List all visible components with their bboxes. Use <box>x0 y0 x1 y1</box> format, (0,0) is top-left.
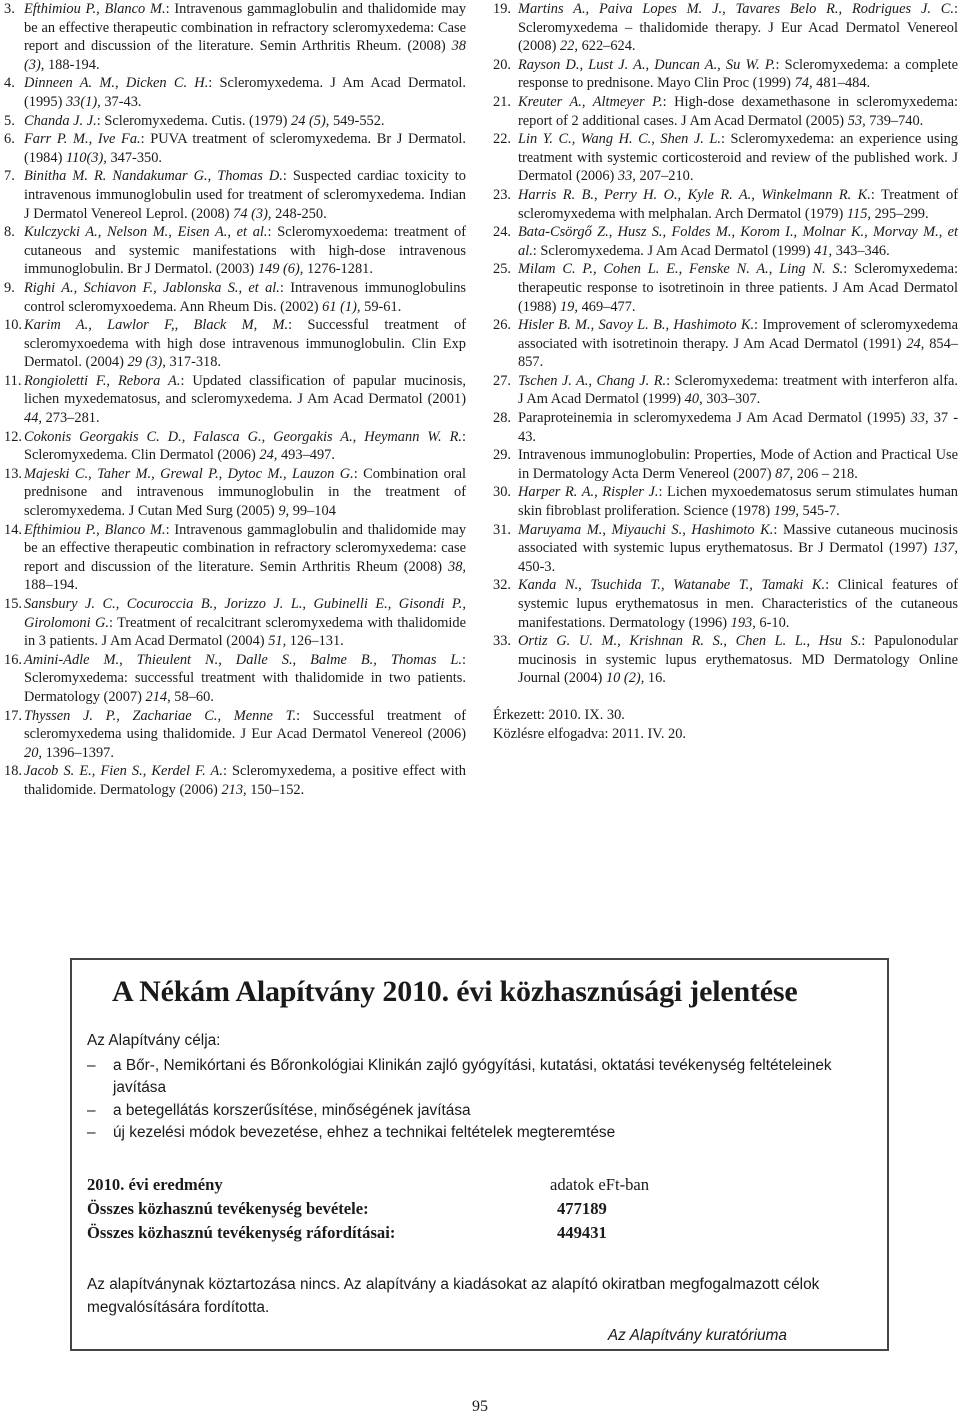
reference-volume: 40, <box>684 391 703 408</box>
reference-pages: 16. <box>644 670 666 687</box>
reference-volume: 33(1), <box>65 93 101 110</box>
reference-pages: 206 – 218. <box>793 465 858 482</box>
reference-number: 17. <box>4 707 22 724</box>
page-number: 95 <box>472 1398 488 1415</box>
reference-authors: Righi A., Schiavon F., Jablonska S., et al. <box>24 279 280 296</box>
reference-item <box>493 130 958 186</box>
reference-number: 29. <box>493 447 511 464</box>
reference-number: 12. <box>4 428 22 445</box>
reference-item <box>493 483 958 520</box>
reference-authors: Efthimiou P., Blanco M. <box>24 521 166 538</box>
reference-authors: Jacob S. E., Fien S., Kerdel F. A. <box>24 763 223 780</box>
reference-item <box>4 112 466 131</box>
foundation-report-box <box>70 958 889 1351</box>
income-label: Összes közhasznú tevékenység bevétele: <box>87 1198 369 1218</box>
reference-text: : Successful treatment of scleromyxedema using thalidomide. J Eur Acad Dermatol Venereol (2006) <box>24 707 466 743</box>
reference-authors: Tschen J. A., Chang J. R. <box>518 372 667 389</box>
reference-authors: Efthimiou P., Blanco M. <box>24 1 166 17</box>
reference-text: : Papulonodular mucinosis in systemic lupus erythematosus. MD Dermatology Online Journal (2004) <box>518 633 959 687</box>
reference-number: 33. <box>493 633 511 650</box>
reference-volume: 20, <box>24 744 42 761</box>
reference-number: 7. <box>4 168 15 185</box>
reference-authors: Martins A., Paiva Lopes M. J., Tavares Belo R., Rodrigues J. C. <box>518 1 954 17</box>
reference-item <box>4 707 466 763</box>
reference-authors: Harris R. B., Perry H. O., Kyle R. A., Winkelmann R. K. <box>518 186 871 203</box>
dash-bullet: – <box>87 1124 96 1141</box>
results-section <box>87 1173 877 1245</box>
report-note: Az alapítványnak köztartozása nincs. Az alapítvány a kiadásokat az alapító okiratban megfogalmazott célok megvalósítására fordította. <box>87 1275 820 1316</box>
reference-authors: Majeski C., Taher M., Grewal P., Dytoc M., Lauzon G. <box>24 465 354 482</box>
results-header-row <box>87 1173 877 1197</box>
reference-volume: 24 (5), <box>291 112 330 129</box>
reference-text: : Scleromyxedema – thalidomide therapy. J Eur Acad Dermatol Venereol (2008) <box>518 1 958 55</box>
reference-pages: 303–307. <box>702 391 761 408</box>
reference-text: : Updated classification of papular mucinosis, lichen myxedematosus, and scleromyxedema. J Am Acad Dermatol (2001) <box>24 372 466 408</box>
reference-number: 15. <box>4 596 22 612</box>
reference-text: : Suspected cardiac toxicity to intravenous immunoglobulin used for treatment of scleromyxedema. Indian J Dermatol Venereol Leprol. (2008) <box>24 168 466 222</box>
reference-item <box>4 316 466 372</box>
reference-item <box>4 762 466 799</box>
reference-volume: 110(3), <box>65 149 107 166</box>
reference-number: 19. <box>493 1 511 17</box>
reference-pages: 549-552. <box>329 112 385 129</box>
reference-volume: 9, <box>278 503 290 520</box>
goal-text: új kezelési módok bevezetése, ehhez a technikai feltételek megteremtése <box>113 1124 616 1141</box>
reference-text: : Clinical features of systemic lupus erythematosus in men. Characteristics of the cutaneous manifestations. Dermatology (1996) <box>518 577 958 631</box>
reference-text: : Scleromyxedema. J Am Acad Dermatol. (1995) <box>24 75 466 110</box>
reference-pages: 469–477. <box>577 298 636 315</box>
references-left-column <box>4 0 466 800</box>
reference-pages: 37-43. <box>100 93 142 110</box>
reference-number: 16. <box>4 651 22 668</box>
reference-item <box>493 446 958 483</box>
reference-text: : Scleromyxedema. Clin Dermatol (2006) <box>24 428 466 464</box>
reference-number: 4. <box>4 75 15 92</box>
reference-volume: 22, <box>559 38 578 55</box>
reference-authors: Dinneen A. M., Dicken C. H. <box>24 75 209 92</box>
reference-authors: Binitha M. R. Nandakumar G., Thomas D. <box>24 168 283 185</box>
reference-pages: 317-318. <box>165 354 222 371</box>
reference-number: 20. <box>493 56 511 73</box>
reference-text: : Combination oral prednisone and intravenous immunoglobulin in the treatment of scleromyxedema. J Cutan Med Surg (2005) <box>24 465 467 520</box>
reference-pages: 207–210. <box>635 168 694 185</box>
goal-text: a betegellátás korszerűsítése, minőségének javítása <box>113 1101 471 1119</box>
reference-item <box>4 167 466 223</box>
reference-text: : PUVA treatment of scleromyxedema. Br J Dermatol. (1984) <box>24 131 466 166</box>
dash-bullet: – <box>87 1101 96 1119</box>
reference-text: : Scleromyxedema, a positive effect with thalidomide. Dermatology (2006) <box>24 763 466 798</box>
reference-number: 18. <box>4 763 22 780</box>
reference-number: 14. <box>4 521 22 538</box>
reference-item <box>4 595 466 651</box>
reference-item <box>4 521 466 595</box>
reference-item <box>4 130 466 167</box>
reference-pages: 1396–1397. <box>42 744 114 761</box>
reference-number: 30. <box>493 484 511 501</box>
reference-number: 13. <box>4 465 22 482</box>
reference-pages: 343–346. <box>832 242 890 259</box>
reference-number: 10. <box>4 317 22 334</box>
reference-pages: 188–194. <box>24 577 78 594</box>
report-signature: Az Alapítvány kuratóriuma <box>607 1326 787 1344</box>
reference-authors: Karim A., Lawlor F,, Black M, M. <box>24 317 289 334</box>
reference-number: 8. <box>4 224 15 241</box>
reference-number: 6. <box>4 131 15 148</box>
reference-text: : High-dose dexamethasone in scleromyxedema: report of 2 additional cases. J Am Acad Dermatol (2005) <box>518 93 959 129</box>
reference-number: 3. <box>4 1 15 17</box>
reference-authors: Kanda N., Tsuchida T., Watanabe T., Tamaki K. <box>518 577 826 594</box>
reference-pages: 59-61. <box>360 298 402 315</box>
reference-volume: 24, <box>259 447 278 464</box>
reference-pages: 295–299. <box>871 205 929 222</box>
reference-number: 22. <box>493 131 511 148</box>
reference-item <box>493 372 958 409</box>
reference-item <box>493 409 958 446</box>
reference-volume: 74, <box>794 75 813 92</box>
reference-volume: 29 (3), <box>127 354 166 371</box>
reference-pages: 150–152. <box>246 781 305 798</box>
reference-item <box>493 632 958 688</box>
reference-item <box>493 56 958 93</box>
reference-authors: Thyssen J. P., Zachariae C., Menne T. <box>24 707 297 724</box>
report-body <box>87 1030 877 1347</box>
reference-item <box>4 223 466 279</box>
income-value: 477189 <box>557 1198 607 1218</box>
reference-volume: 214, <box>145 688 171 705</box>
reference-pages: 1276-1281. <box>303 261 373 278</box>
reference-number: 11. <box>4 372 22 389</box>
reference-pages: 545-7. <box>798 503 840 520</box>
reference-text: : Scleromyxedema: therapeutic response to isotretinoin in three patients. J Am Acad Dermatol (1988) <box>518 261 958 315</box>
reference-item <box>4 428 466 465</box>
reference-text: : Scleromyxedema: successful treatment with thalidomide in two patients. Dermatology (2007) <box>24 651 466 705</box>
reference-volume: 87, <box>775 465 794 482</box>
reference-authors: Hisler B. M., Savoy L. B., Hashimoto K. <box>518 317 755 334</box>
reference-text: : Treatment of recalcitrant scleromyxedema with thalidomide in 3 patients. J Am Acad Dermatol (2004) <box>24 614 467 650</box>
expense-label: Összes közhasznú tevékenység ráfordításai: <box>87 1222 396 1242</box>
reference-text: : Massive cutaneous mucinosis associated with systemic lupus erythematosus. Br J Dermatol (1997) <box>518 521 958 557</box>
reference-item <box>493 576 958 632</box>
results-label: 2010. évi eredmény <box>87 1174 223 1194</box>
reference-number: 21. <box>493 93 511 110</box>
reference-pages: 58–60. <box>170 688 214 705</box>
reference-authors: Sansbury J. C., Cocuroccia B., Jorizzo J. L., Gubinelli E., Gisondi P., Girolomoni G. <box>24 596 466 631</box>
reference-authors: Chanda J. J. <box>24 112 97 129</box>
reference-text: : Intravenous gammaglobulin and thalidomide may be an effective therapeutic combination in refractory scleromyxedema: Case report and discussion of the literature. Semin Arthritis Rheum. (2008) <box>24 1 467 55</box>
reference-text: : Scleromyxedema. J Am Acad Dermatol (1999) <box>532 242 815 259</box>
reference-volume: 53, <box>847 112 866 129</box>
received-date: Érkezett: 2010. IX. 30. <box>493 706 625 723</box>
reference-number: 5. <box>4 112 15 129</box>
goals-label: Az Alapítvány célja: <box>87 1032 221 1049</box>
reference-pages: 347-350. <box>106 149 163 166</box>
reference-pages: 6-10. <box>755 614 790 631</box>
reference-number: 31. <box>493 521 511 538</box>
reference-item <box>4 74 466 111</box>
reference-authors: Maruyama M., Miyauchi S., Hashimoto K. <box>518 521 774 538</box>
reference-authors: Ortiz G. U. M., Krishnan R. S., Chen L. L., Hsu S. <box>518 633 862 650</box>
goal-item <box>87 1055 877 1100</box>
reference-authors: Farr P. M., Ive Fa. <box>24 131 141 148</box>
reference-number: 9. <box>4 279 15 296</box>
reference-authors: Rayson D., Lust J. A., Duncan A., Su W. P. <box>518 56 776 73</box>
reference-item <box>493 521 958 577</box>
reference-pages: 273–281. <box>42 410 100 427</box>
reference-text: : Improvement of scleromyxedema associated with isotretinoin therapy. J Am Acad Dermatol (1991) <box>518 317 958 352</box>
goal-item <box>87 1122 877 1145</box>
reference-pages: 622–624. <box>577 38 636 55</box>
reference-authors: Bata-Csörgő Z., Husz S., Foldes M., Korom I., Molnar K., Morvay M., et al. <box>518 224 958 259</box>
reference-volume: 33, <box>617 168 636 185</box>
reference-volume: 33, <box>910 410 929 427</box>
reference-volume: 38, <box>448 558 466 575</box>
reference-authors: Kulczycki A., Nelson M., Eisen A., et al. <box>24 224 268 241</box>
reference-pages: 854–857. <box>518 335 958 371</box>
reference-authors: Kreuter A., Altmeyer P. <box>518 93 663 110</box>
article-dates <box>493 706 958 743</box>
reference-number: 28. <box>493 410 511 427</box>
reference-authors: Amini-Adle M., Thieulent N., Dalle S., Balme B., Thomas L. <box>24 651 462 668</box>
reference-text: : Intravenous immunoglobulins control scleromyxoedema. Ann Rheum Dis. (2002) <box>24 279 466 315</box>
reference-number: 32. <box>493 577 511 594</box>
reference-authors: Cokonis Georgakis C. D., Falasca G., Georgakis A., Heymann W. R. <box>24 428 462 445</box>
reference-item <box>493 0 958 56</box>
goal-item <box>87 1100 877 1123</box>
reference-volume: 61 (1), <box>322 298 361 315</box>
reference-text: : Scleromyxoedema: treatment of cutaneous and systemic manifestations with high-dose intravenous immunoglobulin. Br J Dermatol. (2003) <box>24 224 466 278</box>
reference-volume: 213, <box>221 781 247 798</box>
reference-pages: 126–131. <box>286 633 344 650</box>
reference-volume: 74 (3), <box>233 205 272 222</box>
dash-bullet: – <box>87 1056 96 1074</box>
reference-pages: 450-3. <box>518 558 556 575</box>
reference-text: : Successful treatment of scleromyxoedema with high dose intravenous immunoglobulin. Clin Exp Dermatol. (2004) <box>24 317 466 371</box>
reference-text: : Intravenous gammaglobulin and thalidomide may be an effective therapeutic combination in refractory scleromyxedema: case report and discussion of the literature. Semin Arthritis Rheum (2008) <box>24 521 467 575</box>
reference-text: : Scleromyxedema: an experience using treatment with systemic corticosteroid and review of the published work. J Dermatol (2006) <box>518 131 958 185</box>
reference-item <box>493 260 958 316</box>
reference-volume: 115, <box>846 205 872 222</box>
reference-volume: 10 (2), <box>605 670 645 687</box>
reference-pages: 739–740. <box>865 112 924 129</box>
reference-item <box>493 223 958 260</box>
reference-volume: 41, <box>814 242 833 259</box>
reference-number: 23. <box>493 186 511 203</box>
results-unit: adatok eFt-ban <box>550 1174 650 1194</box>
reference-volume: 24, <box>906 335 925 352</box>
reference-authors: Milam C. P., Cohen L. E., Fenske N. A., Ling N. S. <box>518 261 844 278</box>
reference-pages: 248-250. <box>271 205 327 222</box>
reference-number: 26. <box>493 317 511 334</box>
goal-text: a Bőr-, Nemikórtani és Bőronkológiai Klinikán zajló gyógyítási, kutatási, oktatási tevékenység feltételeinek javítása <box>113 1056 832 1096</box>
reference-text: : Scleromyxedema: a complete response to prednisone. Mayo Clin Proc (1999) <box>518 56 959 92</box>
reference-item <box>493 93 958 130</box>
reference-text: Intravenous immunoglobulin: Properties, Mode of Action and Practical Use in Dermatology Acta Derm Venereol (2007) <box>518 447 958 482</box>
reference-pages: 481–484. <box>812 75 871 92</box>
reference-authors: Harper R. A., Rispler J. <box>518 484 659 501</box>
reference-pages: 99–104 <box>289 503 336 520</box>
reference-authors: Rongioletti F., Rebora A. <box>24 372 181 389</box>
reference-volume: 19, <box>559 298 578 315</box>
reference-volume: 44, <box>24 410 42 427</box>
reference-text: Paraproteinemia in scleromyxedema J Am Acad Dermatol (1995) <box>518 410 911 427</box>
reference-volume: 149 (6), <box>257 261 304 278</box>
reference-item <box>4 279 466 316</box>
reference-text: : Scleromyxedema. Cutis. (1979) <box>96 112 291 129</box>
reference-volume: 38 (3), <box>24 38 466 73</box>
reference-item <box>493 186 958 223</box>
income-row <box>87 1197 877 1221</box>
reference-volume: 199, <box>773 503 799 520</box>
reference-pages: 493–497. <box>277 447 335 464</box>
reference-volume: 137, <box>932 540 958 557</box>
reference-item <box>4 651 466 707</box>
reference-text: : Scleromyxedema: treatment with interferon alfa. J Am Acad Dermatol (1999) <box>518 372 958 408</box>
reference-authors: Lin Y. C., Wang H. C., Shen J. L. <box>518 131 721 148</box>
reference-volume: 51, <box>268 633 287 650</box>
reference-number: 25. <box>493 261 511 278</box>
reference-number: 27. <box>493 372 511 389</box>
reference-number: 24. <box>493 224 511 241</box>
expense-row <box>87 1221 877 1245</box>
reference-item <box>4 465 466 521</box>
references-right-column <box>493 0 958 743</box>
reference-text: : Lichen myxoedematosus serum stimulates human skin fibroblast proliferation. Science (1978) <box>518 484 958 520</box>
reference-volume: 193, <box>730 614 756 631</box>
accepted-date: Közlésre elfogadva: 2011. IV. 20. <box>493 725 687 742</box>
reference-item <box>4 372 466 428</box>
reference-pages: 37 - 43. <box>518 410 958 445</box>
expense-value: 449431 <box>557 1222 607 1242</box>
report-title: A Nékám Alapítvány 2010. évi közhasznúsági jelentése <box>112 975 798 1008</box>
reference-item <box>4 0 466 74</box>
reference-item <box>493 316 958 372</box>
reference-text: : Treatment of scleromyxedema with melphalan. Arch Dermatol (1979) <box>518 186 958 222</box>
reference-pages: 188-194. <box>44 56 100 73</box>
